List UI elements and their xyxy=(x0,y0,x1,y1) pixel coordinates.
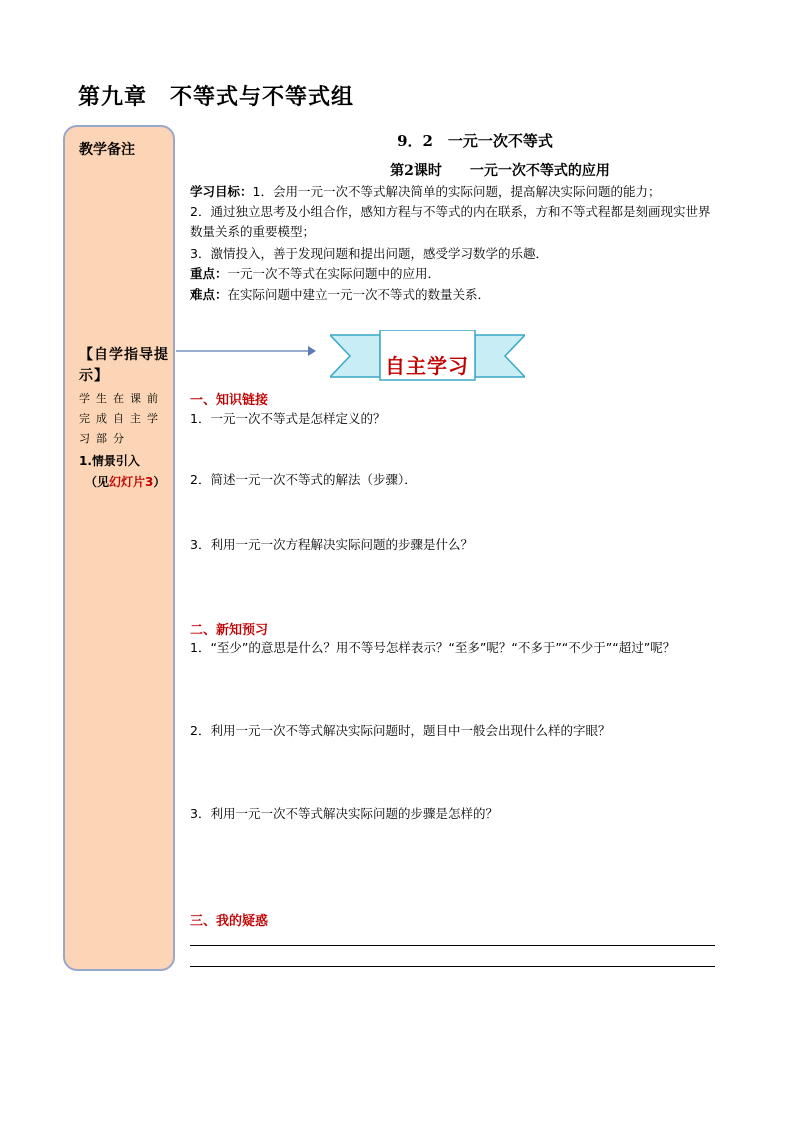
objective-3: 3．激情投入，善于发现问题和提出问题，感受学习数学的乐趣． xyxy=(190,246,548,261)
difficulty-label: 难点： xyxy=(190,287,228,302)
slide-suffix: ） xyxy=(153,475,166,489)
part2-q1: 1．“至少”的意思是什么？用不等号怎样表示？“至多”呢？“不多于”“不少于”“超过”呢？ xyxy=(190,640,676,655)
objective-1-text: 1．会用一元一次不等式解决简单的实际问题，提高解决实际问题的能力； xyxy=(252,184,661,199)
difficulty-point xyxy=(190,285,720,305)
objective-2: 2．通过独立思考及小组合作，感知方程与不等式的内在联系，方和不等式程都是刻画现实世界数量关系的重要模型； xyxy=(190,204,711,239)
banner-text: 自主学习 xyxy=(385,354,469,378)
answer-line-2 xyxy=(190,966,715,967)
lesson-subtitle: 第2课时 一元一次不等式的应用 xyxy=(390,163,610,179)
self-study-hint-body: 学生在课前完成自主学习部分 xyxy=(79,392,164,445)
section-title: 9．2 一元一次不等式 xyxy=(397,132,553,150)
key-text: 一元一次不等式在实际问题中的应用． xyxy=(227,266,441,281)
slide-reference xyxy=(85,472,165,492)
self-study-hint-title: 【自学指导提示】 xyxy=(79,347,169,384)
key-point xyxy=(190,264,720,284)
part1-q2: 2．简述一元一次不等式的解法（步骤）． xyxy=(190,472,417,487)
part1-q3: 3．利用一元一次方程解决实际问题的步骤是什么？ xyxy=(190,537,473,552)
sidebar-label: 教学备注 xyxy=(79,142,135,158)
slide-ref: 幻灯片3 xyxy=(109,475,154,489)
chapter-title: 第九章 不等式与不等式组 xyxy=(78,85,355,110)
part3-heading: 三、我的疑惑 xyxy=(190,914,269,929)
part2-q2: 2．利用一元一次不等式解决实际问题时，题目中一般会出现什么样的字眼？ xyxy=(190,723,611,738)
teaching-notes-sidebar xyxy=(63,125,175,971)
scene-intro: 1.情景引入 xyxy=(79,454,140,468)
part2-q3: 3．利用一元一次不等式解决实际问题的步骤是怎样的？ xyxy=(190,806,498,821)
objective-1 xyxy=(190,182,720,202)
arrow-right-icon xyxy=(176,344,316,358)
part1-q1: 1．一元一次不等式是怎样定义的？ xyxy=(190,411,386,426)
difficulty-text: 在实际问题中建立一元一次不等式的数量关系． xyxy=(227,287,491,302)
objectives-label: 学习目标： xyxy=(190,184,253,199)
slide-prefix: （见 xyxy=(85,475,110,489)
part2-heading: 二、新知预习 xyxy=(190,623,269,638)
part1-heading: 一、知识链接 xyxy=(190,393,269,408)
answer-line-1 xyxy=(190,945,715,946)
key-label: 重点： xyxy=(190,266,228,281)
